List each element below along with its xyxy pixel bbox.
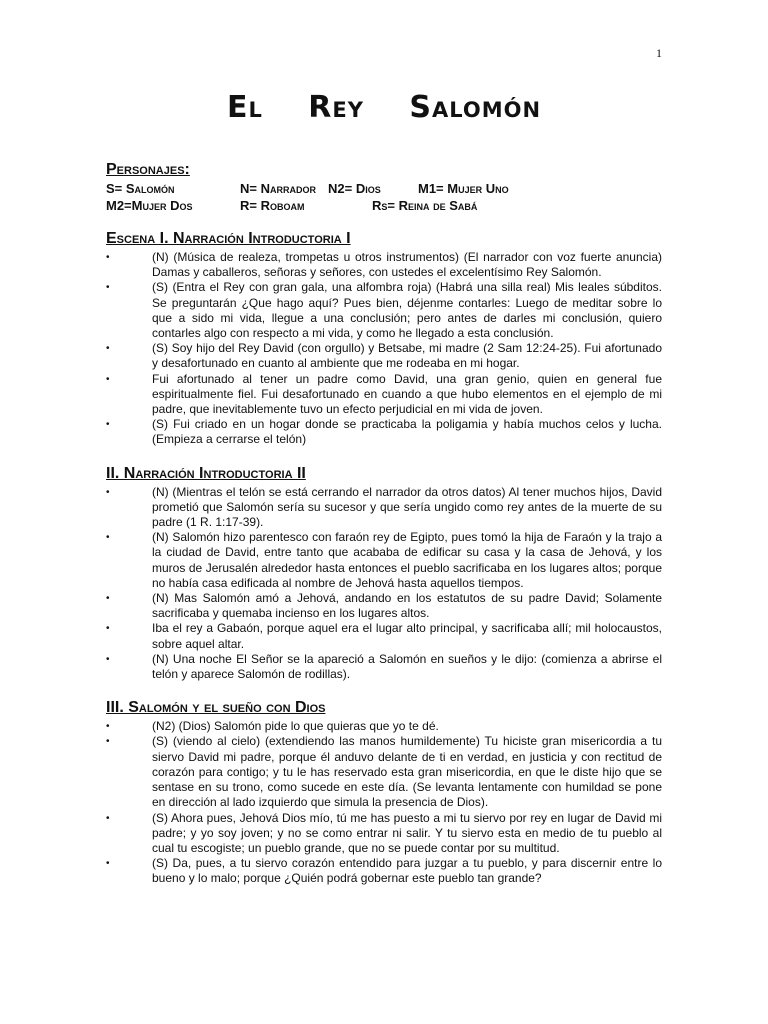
page-number: 1 xyxy=(656,46,662,60)
section-heading: II. Narración Introductoria II xyxy=(106,464,306,482)
bullet: • xyxy=(106,593,110,605)
list-item: • Iba el rey a Gabaón, porque aquel era el lugar alto principal, y sacrificaba allí; mil holocaustos, sobre aquel altar. xyxy=(106,621,662,651)
character-entry: N= Narrador xyxy=(240,181,316,196)
section-heading: III. Salomón y el sueño con Dios xyxy=(106,699,326,717)
character-entry: N2= Dios xyxy=(328,181,381,196)
list-item: • (N) (Mientras el telón se está cerrando el narrador da otros datos) Al tener muchos hijos, David prometió que Salomón sería su sucesor y que sería ungido como rey antes de la muerte de su padre (1 R. 1:17-39). xyxy=(106,484,662,530)
list-item: • (N) Mas Salomón amó a Jehová, andando en los estatutos de su padre David; Solamente sacrificaba y quemaba incienso en los lugares altos. xyxy=(106,591,662,621)
list-item: • (N) Una noche El Señor se la apareció a Salomón en sueños y le dijo: (comienza a abrirse el telón y aparece Salomón de rodillas). xyxy=(106,651,662,682)
section-1 xyxy=(106,229,662,448)
character-entry: S= Salomón xyxy=(106,181,175,196)
bullet: • xyxy=(106,252,110,263)
list-item: • Fui afortunado al tener un padre como David, una gran genio, quien en general fue espiritualmente fiel. Fui desafortunado en cuando a que hubo elementos en el ejemplo de mi padre, que inevitablemente tuvo un efecto perjudicial en mi vida de joven. xyxy=(106,371,662,417)
character-entry: M1= Mujer Uno xyxy=(418,181,509,196)
characters-row-2 xyxy=(106,198,666,215)
section-heading: Escena I. Narración Introductoria I xyxy=(106,230,351,247)
character-entry: Rs= Reina de Sabá xyxy=(372,198,478,213)
bullet: • xyxy=(106,282,110,294)
bullet: • xyxy=(106,343,110,355)
bullet: • xyxy=(106,623,110,635)
list-item: • (S) Fui criado en un hogar donde se practicaba la poligamia y había muchos celos y lucha. (Empieza a cerrarse el telón) xyxy=(106,417,662,447)
list-item: • (N) Salomón hizo parentesco con faraón rey de Egipto, pues tomó la hija de Faraón y la trajo a la ciudad de David, entre tanto que acababa de edificar su casa y la casa de Jehová, y los muros de Jerusalén alrededor hasta entonces el pueblo sacrificaba en los lugares altos; porque no había casa edificada al nombre de Jehová hasta aquellos tiempos. xyxy=(106,530,662,590)
section-2 xyxy=(106,464,662,683)
bullet: • xyxy=(106,721,110,733)
characters-row-1 xyxy=(106,181,666,198)
bullet: • xyxy=(106,419,110,431)
characters-heading: Personajes: xyxy=(106,161,190,178)
list-item: • (S) Ahora pues, Jehová Dios mío, tú me has puesto a mi tu siervo por rey en lugar de David mi padre; y yo soy joven; y no se como entrar ni salir. Y tu siervo esta en medio de tu pueblo al cual tu escogiste; un pueblo grande, que no se puede contar por su multitud. xyxy=(106,810,662,855)
bullet: • xyxy=(106,858,110,870)
bullet: • xyxy=(106,532,110,544)
character-entry: R= Roboam xyxy=(240,198,305,213)
list-item: • (S) Da, pues, a tu siervo corazón entendido para juzgar a tu pueblo, y para discernir entre lo bueno y lo malo; porque ¿Quién podrá gobernar este pueblo tan grande? xyxy=(106,856,662,886)
bullet: • xyxy=(106,812,110,824)
list-item: • (S) (viendo al cielo) (extendiendo las manos humildemente) Tu hiciste gran misericordia a tu siervo David mi padre, porque él anduvo delante de ti en verdad, en justicia y con rectitud de corazón para contigo; y tu le has reservado esta gran misericordia, en que le diste hijo que se sentase en su trono, como sucede en este día. (Se levanta lentamente con humildad se pone en dirección al lado izquierdo que simula la presencia de Dios). xyxy=(106,734,662,810)
bullet: • xyxy=(106,486,110,498)
bullet: • xyxy=(106,736,110,748)
list-item: • (S) (Entra el Rey con gran gala, una alfombra roja) (Habrá una silla real) Mis leales súbditos. Se preguntarán ¿Que hago aquí? Pues bien, déjenme contarles: Luego de meditar sobre lo que a sido mi vida, llegue a una conclusión; pero antes de darles mi conclusión, quiero contarles algo con respecto a mi vida, y como he llegado a esta conclusión. xyxy=(106,280,662,341)
script-body xyxy=(106,229,662,903)
list-item: • (N2) (Dios) Salomón pide lo que quieras que yo te dé. xyxy=(106,719,439,734)
characters-block xyxy=(106,161,666,215)
character-entry: M2=Mujer Dos xyxy=(106,198,193,213)
bullet: • xyxy=(106,653,110,665)
list-item: • (S) Soy hijo del Rey David (con orgullo) y Betsabe, mi madre (2 Sam 12:24-25). Fui afortunado y desafortunado en cuanto al ambiente que me rodeaba en mi hogar. xyxy=(106,341,662,371)
list-item: • (N) (Música de realeza, trompetas u otros instrumentos) (El narrador con voz fuerte anuncia) Damas y caballeros, señoras y señores, con ustedes el excelentísimo Rey Salomón. xyxy=(106,250,662,280)
section-3 xyxy=(106,698,662,886)
document-title: El Rey Salomón xyxy=(226,90,542,125)
bullet: • xyxy=(106,373,110,385)
